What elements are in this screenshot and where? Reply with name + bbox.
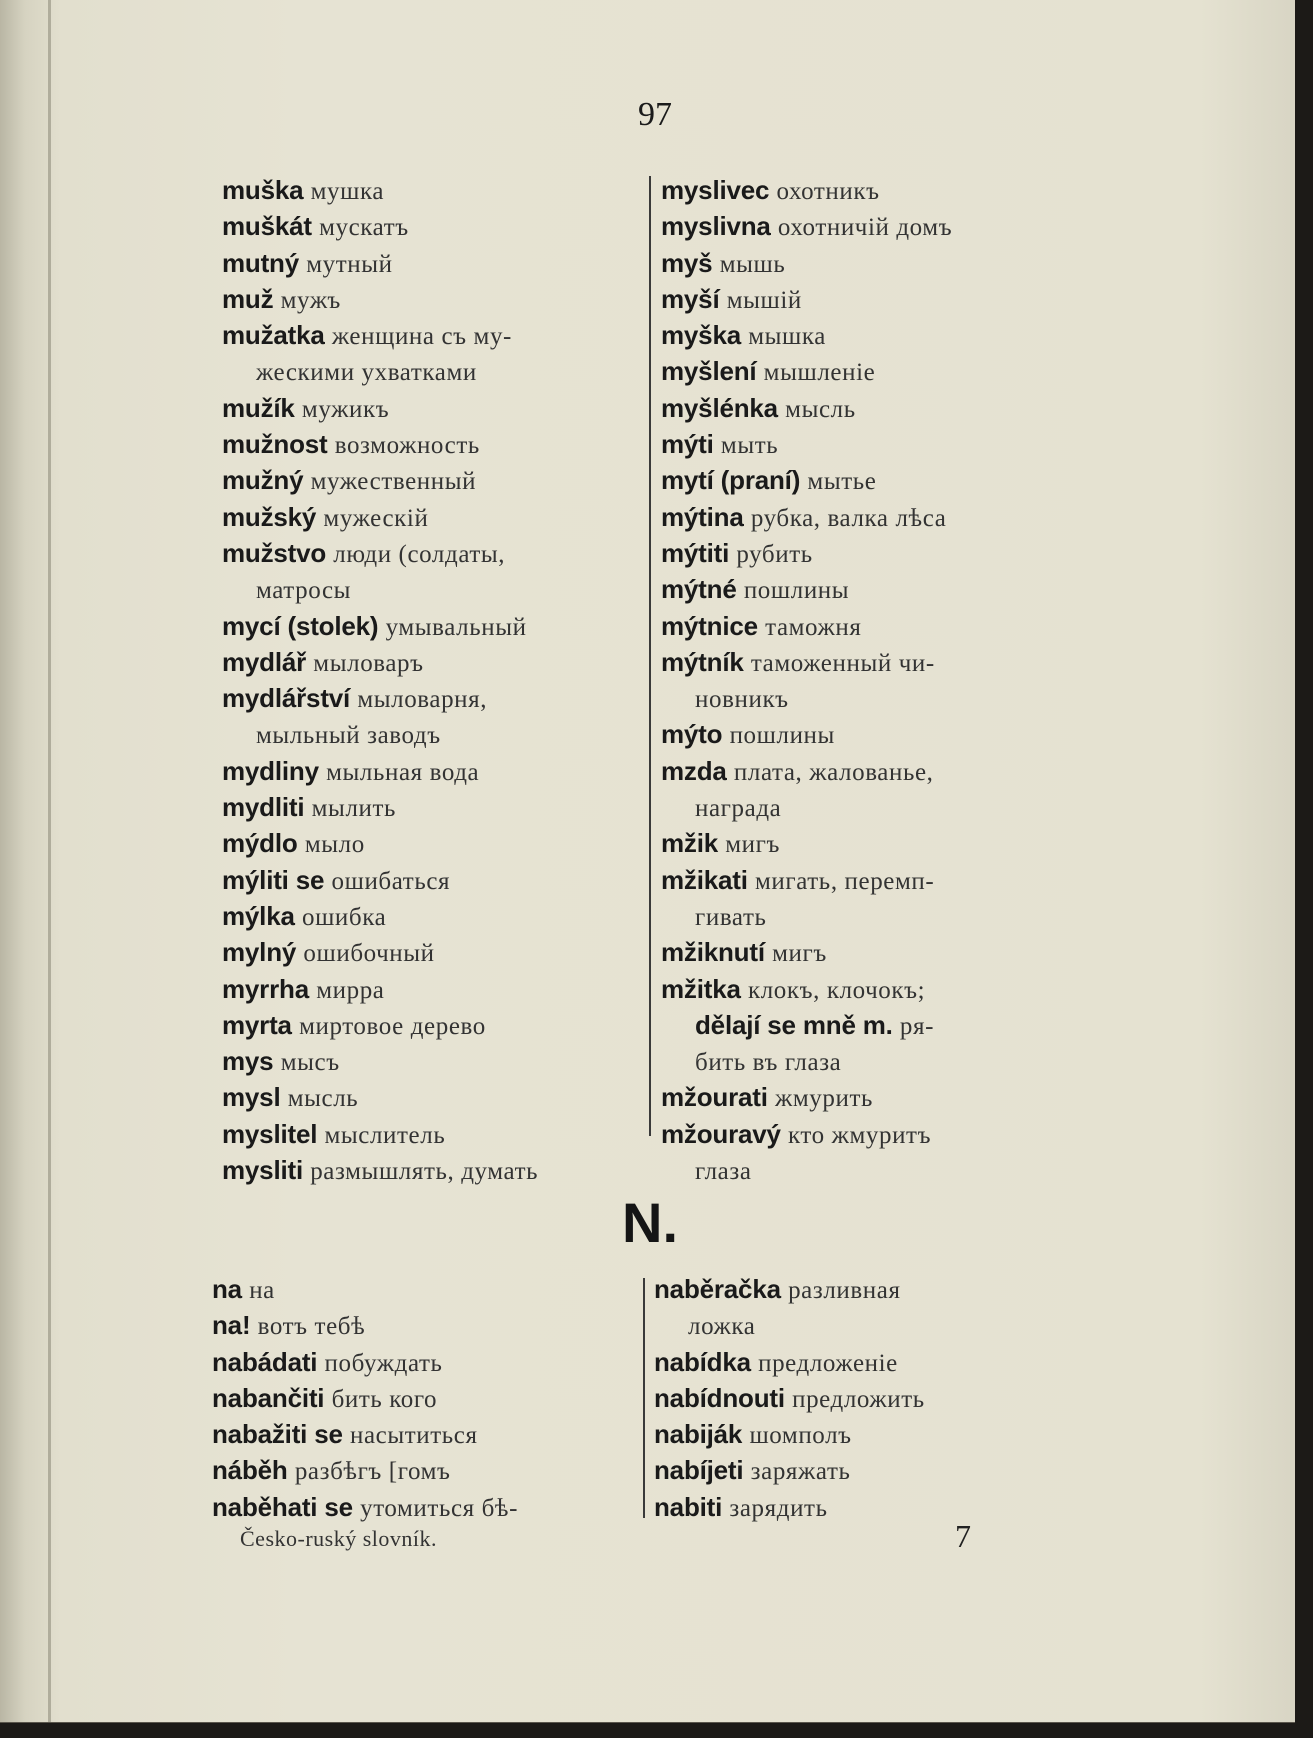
- entry-headword: mzda: [661, 755, 727, 786]
- entry-translation: мужикъ: [301, 395, 390, 423]
- entry-translation: мирра: [316, 976, 385, 1004]
- dictionary-entry: [661, 572, 1096, 608]
- column-bottom-right: [654, 1272, 1089, 1526]
- entry-translation: мышь: [719, 250, 786, 278]
- entry-headword: nabídka: [654, 1346, 751, 1377]
- dictionary-entry: [222, 173, 657, 209]
- dictionary-entry: [222, 391, 657, 427]
- entry-headword: mydliny: [222, 755, 319, 786]
- dictionary-entry: [661, 246, 1096, 282]
- entry-headword: mžourati: [661, 1082, 768, 1113]
- entry-translation-continued: бить въ глаза: [695, 1049, 842, 1077]
- dictionary-entry: [222, 246, 657, 282]
- entry-headword: muškát: [222, 211, 312, 242]
- dictionary-entry: [661, 717, 1096, 753]
- dictionary-entry: [661, 1008, 1096, 1044]
- dictionary-entry: [661, 754, 1096, 790]
- entry-translation: мыло: [304, 831, 365, 859]
- entry-headword: myší: [661, 283, 720, 314]
- entry-translation: возможность: [334, 432, 480, 460]
- dictionary-entry: [222, 463, 657, 499]
- entry-translation: рубить: [736, 540, 813, 568]
- entry-translation: мужественный: [310, 468, 477, 496]
- entry-continuation: [222, 572, 657, 608]
- dictionary-entry: [661, 609, 1096, 645]
- entry-headword: mys: [222, 1046, 274, 1077]
- entry-translation: разбѣгъ [гомъ: [294, 1458, 451, 1486]
- entry-translation: разливная: [788, 1277, 901, 1304]
- entry-headword: mylný: [222, 937, 297, 968]
- entry-headword: mužnost: [222, 429, 328, 460]
- entry-continuation: [661, 681, 1096, 717]
- entry-headword: náběh: [212, 1455, 288, 1486]
- entry-headword: mýtné: [661, 574, 737, 605]
- entry-headword: mužný: [222, 465, 304, 496]
- dictionary-entry: [222, 972, 657, 1008]
- entry-translation: мысъ: [280, 1049, 340, 1077]
- dictionary-entry: [661, 427, 1096, 463]
- entry-translation: на: [249, 1277, 275, 1304]
- entry-translation: мышка: [748, 323, 826, 351]
- entry-translation-continued: матросы: [256, 577, 352, 605]
- entry-translation: пошлины: [729, 722, 835, 750]
- entry-translation: охотникъ: [776, 178, 880, 205]
- entry-translation: бить кого: [331, 1385, 438, 1413]
- entry-translation: утомиться бѣ-: [360, 1494, 519, 1522]
- entry-headword: mydlář: [222, 646, 307, 677]
- dictionary-entry: [212, 1345, 647, 1381]
- entry-headword: mýtina: [661, 501, 744, 532]
- dictionary-entry: [654, 1453, 1089, 1489]
- scan-edge: [1295, 0, 1313, 1738]
- footer-title: Česko-ruský slovník.: [240, 1526, 437, 1551]
- dictionary-entry: [222, 863, 657, 899]
- entry-headword: mýto: [661, 719, 723, 750]
- entry-translation: заряжать: [750, 1458, 851, 1486]
- entry-translation: охотничій домъ: [777, 214, 953, 242]
- entry-translation-continued: награда: [695, 795, 782, 823]
- entry-translation: мысль: [287, 1085, 359, 1113]
- dictionary-entry: [661, 354, 1096, 390]
- entry-translation: мыловаръ: [313, 649, 424, 677]
- entry-translation: мышленіе: [763, 359, 876, 387]
- dictionary-entry: [222, 899, 657, 935]
- entry-translation: мыльная вода: [326, 758, 480, 786]
- dictionary-entry: [212, 1490, 647, 1526]
- entry-headword: na!: [212, 1310, 251, 1341]
- entry-headword: myšlénka: [661, 392, 778, 423]
- dictionary-entry: [654, 1272, 1089, 1308]
- entry-translation: ошибочный: [303, 940, 435, 968]
- dictionary-entry: [222, 1044, 657, 1080]
- entry-headword: mysliti: [222, 1155, 303, 1186]
- entry-headword: myšlení: [661, 356, 757, 387]
- entry-translation: ошибка: [301, 903, 387, 931]
- entry-translation-continued: мыльный заводъ: [256, 722, 441, 750]
- entry-headword: mužatka: [222, 320, 325, 351]
- entry-translation: зарядить: [729, 1494, 828, 1522]
- entry-translation: ря-: [899, 1012, 935, 1040]
- entry-headword: mycí (stolek): [222, 610, 379, 641]
- entry-continuation: [222, 717, 657, 753]
- entry-translation: мысль: [785, 395, 856, 423]
- entry-continuation: [661, 790, 1096, 826]
- entry-translation-continued: ложка: [688, 1313, 756, 1341]
- entry-translation: пошлины: [743, 577, 850, 605]
- dictionary-entry: [212, 1381, 647, 1417]
- entry-headword: mýtiti: [661, 537, 730, 568]
- dictionary-entry: [661, 463, 1096, 499]
- dictionary-entry: [661, 645, 1096, 681]
- entry-headword: nabiják: [654, 1419, 743, 1450]
- dictionary-entry: [661, 318, 1096, 354]
- entry-headword: myška: [661, 320, 741, 351]
- dictionary-entry: [222, 1080, 657, 1116]
- entry-translation: мыловарня,: [357, 686, 488, 714]
- entry-headword: nabančiti: [212, 1382, 325, 1413]
- entry-headword: mysl: [222, 1082, 281, 1113]
- entry-headword: mužík: [222, 392, 295, 423]
- entry-headword: na: [212, 1274, 242, 1304]
- dictionary-entry: [661, 972, 1096, 1008]
- entry-translation: предложить: [792, 1385, 925, 1413]
- entry-translation-continued: новникъ: [695, 686, 789, 714]
- dictionary-entry: [661, 536, 1096, 572]
- entry-headword: naběhati se: [212, 1491, 353, 1522]
- entry-headword: mýdlo: [222, 828, 298, 859]
- dictionary-entry: [222, 609, 657, 645]
- entry-continuation: [654, 1308, 1089, 1344]
- entry-continuation: [661, 1044, 1096, 1080]
- entry-headword: mýtnice: [661, 610, 758, 641]
- section-letter: N.: [622, 1191, 678, 1254]
- dictionary-entry: [661, 1117, 1096, 1153]
- entry-headword: nabiti: [654, 1491, 723, 1522]
- entry-headword: muška: [222, 175, 304, 205]
- dictionary-entry: [222, 536, 657, 572]
- entry-translation: предложеніе: [758, 1349, 898, 1377]
- entry-continuation: [661, 899, 1096, 935]
- dictionary-entry: [654, 1417, 1089, 1453]
- column-bottom-left: [212, 1272, 647, 1526]
- entry-translation: мигать, перемп-: [754, 867, 935, 895]
- entry-translation: мушка: [310, 178, 385, 205]
- dictionary-entry: [661, 173, 1096, 209]
- entry-headword: myrrha: [222, 973, 309, 1004]
- dictionary-entry: [222, 790, 657, 826]
- entry-headword: mýtník: [661, 646, 744, 677]
- dictionary-entry: [661, 826, 1096, 862]
- entry-translation: женщина съ му-: [331, 323, 512, 351]
- dictionary-entry: [661, 209, 1096, 245]
- entry-headword: muž: [222, 283, 274, 314]
- entry-headword: myslitel: [222, 1118, 318, 1149]
- entry-headword: mžik: [661, 828, 719, 859]
- dictionary-entry: [222, 645, 657, 681]
- dictionary-entry: [654, 1490, 1089, 1526]
- signature-mark: 7: [955, 1518, 971, 1554]
- entry-translation: таможенный чи-: [750, 649, 935, 677]
- dictionary-entry: [212, 1308, 647, 1344]
- dictionary-entry: [222, 209, 657, 245]
- entry-headword: myrta: [222, 1009, 292, 1040]
- dictionary-entry: [222, 1153, 657, 1189]
- dictionary-entry: [212, 1417, 647, 1453]
- column-top-right: [661, 173, 1096, 1189]
- entry-headword: mužstvo: [222, 537, 327, 568]
- entry-headword: mžouravý: [661, 1118, 781, 1149]
- entry-headword: naběračka: [654, 1274, 781, 1304]
- dictionary-entry: [654, 1381, 1089, 1417]
- dictionary-entry: [212, 1453, 647, 1489]
- entry-translation: насытиться: [349, 1422, 478, 1450]
- entry-translation: мигъ: [772, 940, 827, 968]
- entry-translation: клокъ, клочокъ;: [747, 976, 926, 1004]
- dictionary-entry: [661, 282, 1096, 318]
- entry-headword: mydliti: [222, 792, 305, 823]
- entry-headword: nabažiti se: [212, 1419, 343, 1450]
- entry-translation: миртовое дерево: [299, 1012, 486, 1040]
- entry-headword: mutný: [222, 247, 300, 278]
- entry-headword: nabádati: [212, 1346, 318, 1377]
- entry-translation: мыть: [720, 432, 779, 460]
- entry-headword: mydlářství: [222, 683, 351, 714]
- entry-translation: мышій: [726, 286, 802, 314]
- column-top-left: [222, 173, 657, 1189]
- entry-translation: таможня: [765, 613, 862, 641]
- entry-headword: myslivec: [661, 175, 770, 205]
- dictionary-entry: [222, 681, 657, 717]
- entry-translation: шомполъ: [749, 1422, 852, 1450]
- entry-translation: люди (солдаты,: [333, 540, 506, 568]
- entry-headword: mžiknutí: [661, 937, 765, 968]
- dictionary-entry: [222, 1008, 657, 1044]
- dictionary-entry: [222, 935, 657, 971]
- entry-translation-continued: жескими ухватками: [256, 359, 477, 387]
- dictionary-entry: [222, 500, 657, 536]
- page-number: 97: [638, 96, 672, 133]
- entry-translation: мылить: [311, 795, 397, 823]
- entry-translation: ошибаться: [331, 867, 451, 895]
- entry-headword: myslivna: [661, 211, 771, 242]
- entry-headword: mýliti se: [222, 864, 325, 895]
- entry-translation: мутный: [306, 250, 393, 278]
- entry-translation: плата, жалованье,: [733, 758, 934, 786]
- entry-translation: мужескій: [323, 504, 429, 532]
- entry-translation: размышлять, думать: [310, 1158, 539, 1186]
- entry-headword: mžikati: [661, 864, 748, 895]
- entry-continuation: [661, 1153, 1096, 1189]
- dictionary-entry: [661, 863, 1096, 899]
- dictionary-entry: [222, 427, 657, 463]
- column-divider-top: [649, 176, 651, 1136]
- entry-translation: мигъ: [725, 831, 781, 859]
- entry-translation: побуждать: [324, 1349, 443, 1377]
- dictionary-entry: [222, 282, 657, 318]
- entry-headword: mýti: [661, 429, 714, 460]
- entry-translation: вотъ тебѣ: [257, 1313, 366, 1341]
- entry-translation: кто жмуритъ: [788, 1121, 932, 1149]
- entry-continuation: [222, 354, 657, 390]
- entry-translation: мускатъ: [319, 214, 409, 242]
- entry-translation: мыслитель: [324, 1121, 446, 1149]
- entry-headword: mužský: [222, 501, 317, 532]
- dictionary-entry: [222, 1117, 657, 1153]
- dictionary-entry: [661, 935, 1096, 971]
- dictionary-entry: [661, 1080, 1096, 1116]
- entry-headword: myš: [661, 247, 713, 278]
- entry-translation: умывальный: [385, 613, 527, 641]
- dictionary-entry: [222, 318, 657, 354]
- dictionary-entry: [661, 500, 1096, 536]
- entry-translation: жмурить: [774, 1085, 873, 1113]
- dictionary-entry: [222, 826, 657, 862]
- column-divider-bottom: [643, 1278, 645, 1518]
- entry-headword: dělají se mně m.: [695, 1009, 893, 1040]
- entry-headword: nabíjeti: [654, 1455, 744, 1486]
- entry-headword: mýlka: [222, 900, 295, 931]
- entry-headword: nabídnouti: [654, 1382, 785, 1413]
- entry-translation-continued: гивать: [695, 903, 767, 931]
- dictionary-entry: [661, 391, 1096, 427]
- entry-translation: рубка, валка лѣса: [750, 504, 947, 532]
- entry-headword: mžitka: [661, 973, 741, 1004]
- entry-translation: мужъ: [280, 286, 341, 314]
- dictionary-entry: [212, 1272, 647, 1308]
- entry-headword: mytí (praní): [661, 465, 801, 496]
- dictionary-entry: [654, 1345, 1089, 1381]
- binding-gutter: [48, 0, 51, 1722]
- entry-translation-continued: глаза: [695, 1158, 752, 1186]
- dictionary-entry: [222, 754, 657, 790]
- entry-translation: мытье: [807, 468, 877, 496]
